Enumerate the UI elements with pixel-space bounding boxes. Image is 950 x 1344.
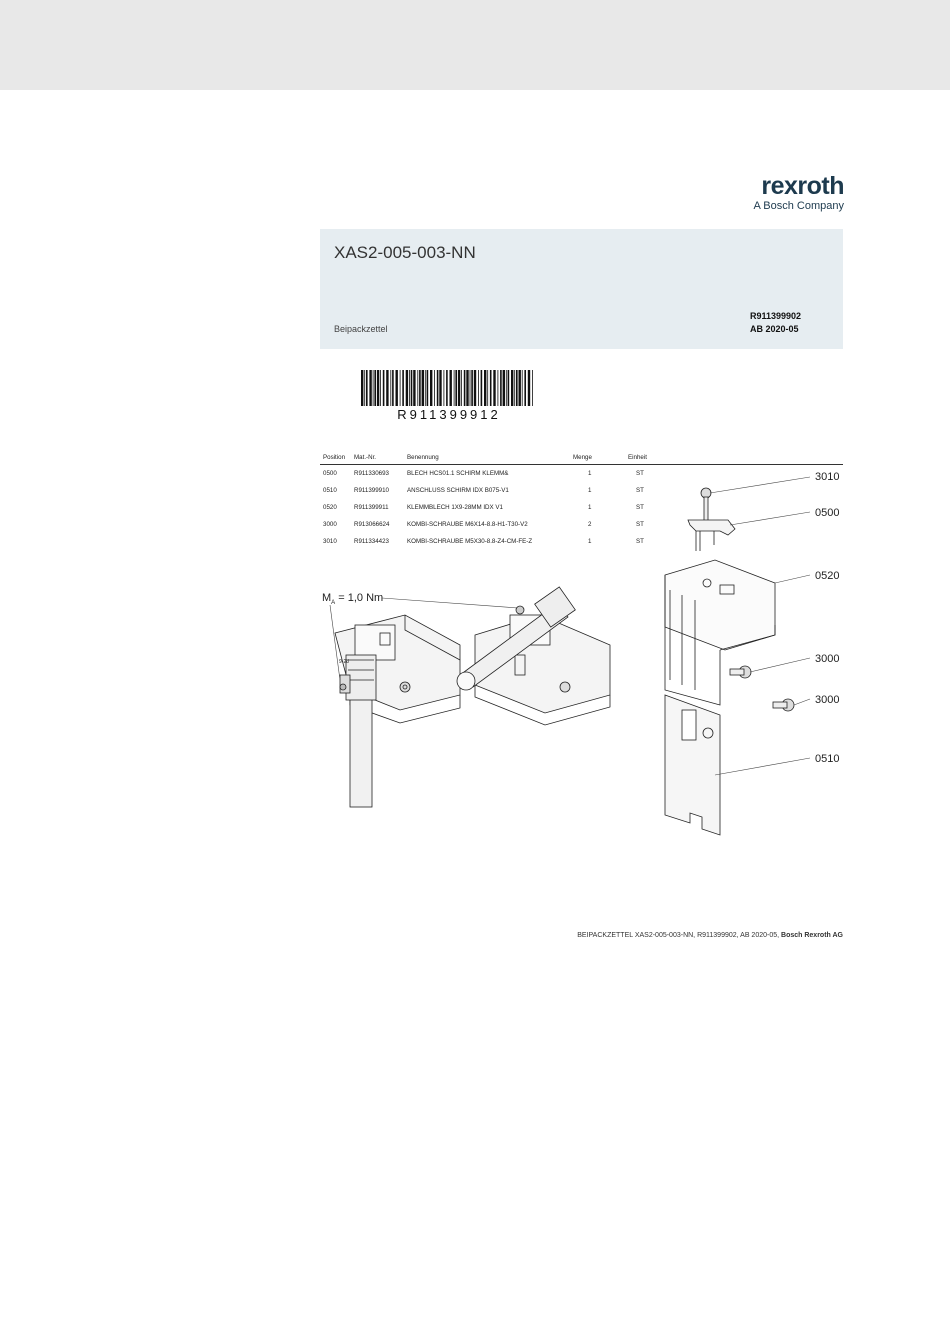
barcode-bar	[484, 370, 486, 406]
barcode-bar	[508, 370, 510, 406]
barcode-bar	[430, 370, 432, 406]
cell-menge: 1	[588, 538, 592, 545]
barcode-bar	[493, 370, 495, 406]
torque-symbol: M	[322, 592, 332, 604]
document-number: R911399902	[750, 311, 802, 321]
header-mat-nr: Mat.-Nr.	[351, 451, 404, 465]
barcode-bar	[519, 370, 521, 406]
cell-benennung: KOMBI-SCHRAUBE M6X14-8.8-H1-T30-V2	[407, 521, 528, 528]
header-box	[320, 229, 843, 349]
document-edition: AB 2020-05	[750, 324, 799, 334]
table-header-row	[320, 451, 843, 465]
barcode-bar	[386, 370, 388, 406]
barcode-bar	[411, 370, 413, 406]
barcode-bar	[373, 370, 374, 406]
torque-value: = 1,0 Nm	[335, 592, 384, 604]
barcode-bar	[516, 370, 518, 406]
barcode-bar	[511, 370, 513, 406]
barcode-bar	[514, 370, 515, 406]
rexroth-logo	[744, 172, 844, 213]
barcode-bar	[374, 370, 376, 406]
barcode-bar	[446, 370, 448, 406]
logo-subtitle: A Bosch Company	[753, 200, 844, 212]
cell-mat-nr: R911334423	[354, 538, 389, 545]
barcode-bar	[377, 370, 379, 406]
barcode-bar	[417, 370, 418, 406]
barcode-bar	[392, 370, 394, 406]
barcode-bar	[532, 370, 533, 406]
barcode-bar	[425, 370, 426, 406]
cell-position: 0500	[323, 470, 337, 477]
header-einheit: Einheit	[625, 451, 668, 465]
barcode-bar	[506, 370, 507, 406]
barcode-bar	[455, 370, 457, 406]
header-menge: Menge	[570, 451, 625, 465]
callout-0510: 0510	[815, 753, 840, 765]
cell-einheit: ST	[636, 487, 644, 494]
cell-mat-nr: R911399911	[354, 504, 389, 511]
barcode-bar	[444, 370, 445, 406]
cell-position: 0520	[323, 504, 337, 511]
barcode-bar	[522, 370, 523, 406]
cell-menge: 1	[588, 504, 592, 511]
torque-leader-line	[382, 598, 518, 608]
exploded-parts	[665, 488, 794, 835]
barcode-bar	[361, 370, 363, 406]
callout-3010: 3010	[815, 471, 840, 483]
plate-mark: 9-28	[339, 659, 350, 665]
header-benennung: Benennung	[404, 451, 570, 465]
barcode	[361, 370, 535, 406]
barcode-bar	[498, 370, 499, 406]
cell-menge: 2	[588, 521, 592, 528]
barcode-bar	[454, 370, 455, 406]
torque-subscript: A	[331, 600, 336, 606]
barcode-bar	[500, 370, 502, 406]
torque-label	[322, 592, 383, 606]
cell-position: 3010	[323, 538, 337, 545]
callout-0520: 0520	[815, 570, 840, 582]
cell-einheit: ST	[636, 470, 644, 477]
barcode-bar	[503, 370, 505, 406]
barcode-bar	[437, 370, 439, 406]
footer-text: BEIPACKZETTEL XAS2-005-003-NN, R911399902, AB 2020-05,	[577, 932, 782, 939]
cell-einheit: ST	[636, 521, 644, 528]
barcode-bar	[450, 370, 452, 406]
barcode-bar	[461, 370, 462, 406]
middle-assembly	[457, 587, 610, 725]
cell-mat-nr: R911330693	[354, 470, 389, 477]
barcode-bar	[458, 370, 460, 406]
cell-mat-nr: R911399910	[354, 487, 389, 494]
barcode-bar	[422, 370, 424, 406]
barcode-bar	[481, 370, 483, 406]
document-title: XAS2-005-003-NN	[334, 243, 476, 262]
barcode-bar	[434, 370, 435, 406]
document-subtitle: Beipackzettel	[334, 324, 388, 334]
barcode-bar	[366, 370, 368, 406]
left-assembly	[335, 615, 460, 807]
cell-menge: 1	[588, 487, 592, 494]
barcode-bar	[439, 370, 441, 406]
document-number-block	[750, 310, 801, 336]
barcode-bar	[413, 370, 415, 406]
cell-benennung: KLEMMBLECH 1X9-28MM IDX V1	[407, 504, 503, 511]
barcode-bar	[471, 370, 473, 406]
barcode-bar	[427, 370, 429, 406]
callout-3000-b: 3000	[815, 694, 840, 706]
barcode-bar	[364, 370, 365, 406]
barcode-bar	[369, 370, 371, 406]
cell-benennung: ANSCHLUSS SCHIRM IDX B075-V1	[407, 487, 509, 494]
top-bar	[0, 0, 950, 90]
cell-benennung: BLECH HCS01.1 SCHIRM KLEMM&	[407, 470, 509, 477]
barcode-bar	[419, 370, 421, 406]
barcode-bar	[470, 370, 471, 406]
cell-einheit: ST	[636, 538, 644, 545]
cell-benennung: KOMBI-SCHRAUBE M5X30-8.8-Z4-CM-FE-Z	[407, 538, 533, 545]
logo-word: rexroth	[761, 172, 844, 200]
barcode-bar	[528, 370, 530, 406]
barcode-bar	[478, 370, 479, 406]
cell-menge: 1	[588, 470, 592, 477]
cell-einheit: ST	[636, 504, 644, 511]
barcode-bar	[409, 370, 410, 406]
barcode-bar	[406, 370, 408, 406]
cell-position: 0510	[323, 487, 337, 494]
cell-position: 3000	[323, 521, 337, 528]
barcode-bar	[474, 370, 476, 406]
assembly-drawing	[310, 465, 850, 845]
barcode-bar	[490, 370, 492, 406]
barcode-bar	[487, 370, 488, 406]
header-spacer	[668, 451, 843, 465]
barcode-bar	[396, 370, 398, 406]
barcode-bar	[380, 370, 381, 406]
barcode-bar	[400, 370, 401, 406]
callout-3000-a: 3000	[815, 653, 840, 665]
footer-company: Bosch Rexroth AG	[781, 932, 843, 939]
barcode-bar	[402, 370, 404, 406]
header-position: Position	[320, 451, 351, 465]
barcode-bar	[383, 370, 385, 406]
barcode-bar	[466, 370, 468, 406]
barcode-bar	[464, 370, 466, 406]
footer	[300, 932, 843, 939]
barcode-bar	[524, 370, 526, 406]
barcode-text: R911399912	[397, 407, 501, 422]
cell-mat-nr: R913066624	[354, 521, 390, 528]
barcode-bar	[390, 370, 391, 406]
callout-0500: 0500	[815, 507, 840, 519]
